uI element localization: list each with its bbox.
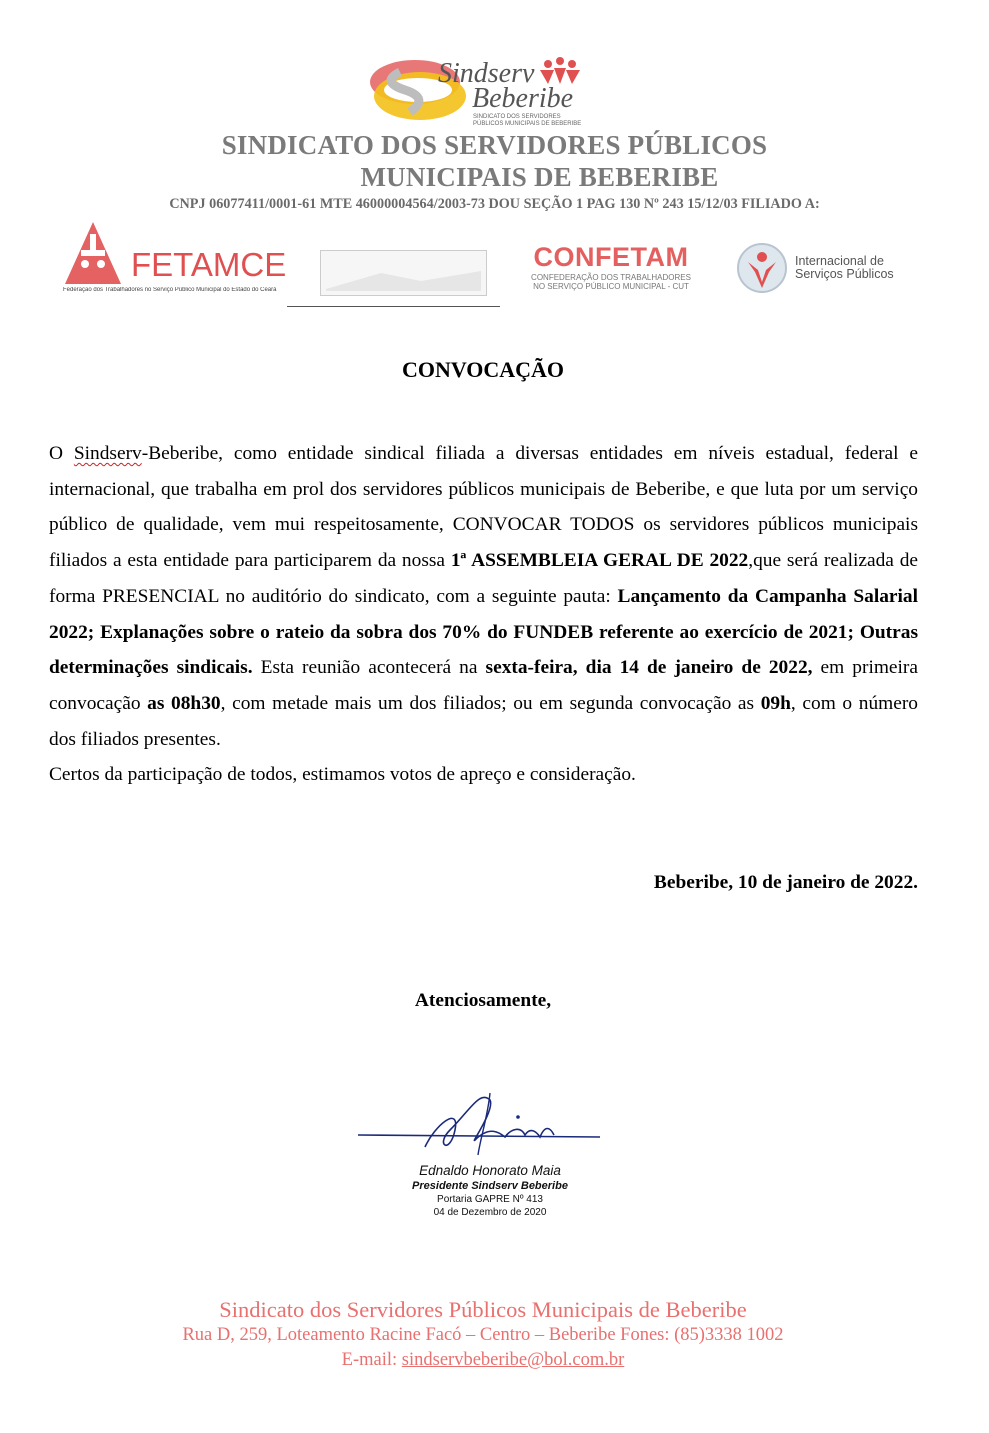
logo-small2: PÚBLICOS MUNICIPAIS DE BEBERIBE xyxy=(473,121,582,127)
signer-name: Ednaldo Honorato Maia xyxy=(419,1163,561,1178)
footer-email-line xyxy=(0,1350,966,1371)
handwritten-signature-icon xyxy=(340,1085,640,1165)
body-date: sexta-feira, dia 14 de janeiro de 2022, xyxy=(485,657,813,679)
body-text: ,que será realizada de forma PRESENCIAL no auditório do sindicato, com a seguinte pauta: xyxy=(49,550,918,607)
footer-email-label: E-mail: xyxy=(341,1350,402,1370)
confetam-caption1: CONFEDERAÇÃO DOS TRABALHADORES xyxy=(531,273,691,282)
sindserv-logo-icon xyxy=(360,52,610,132)
logo-small1: SINDICATO DOS SERVIDORES xyxy=(473,114,561,120)
signer-role: Presidente Sindserv Beberibe xyxy=(412,1180,568,1192)
isp-globe-icon xyxy=(736,242,788,294)
body-first-time: as 08h30 xyxy=(147,692,221,714)
body-text: , com metade mais um dos filiados; ou em segunda convocação as xyxy=(220,692,761,714)
body-text: -Beberibe, como entidade sindical filiada a diversas entidades em níveis estadual, federal e internacional, que trabalha em prol dos servidores públicos municipais de Beberibe, e que luta por um serviço público de qualidade, vem mui respeitosamente, CONVOCAR TODOS os servidores públicos municipais filiados a esta entidade para participarem da nossa xyxy=(49,443,918,572)
footer-address: Rua D, 259, Loteamento Racine Facó – Centro – Beberibe Fones: (85)3338 1002 xyxy=(182,1325,784,1345)
isp-logo xyxy=(736,242,926,298)
body-assembly: 1ª ASSEMBLEIA GERAL DE 2022 xyxy=(450,550,749,572)
org-name-line2: MUNICIPAIS DE BEBERIBE xyxy=(360,162,719,192)
partners-row xyxy=(58,218,928,310)
body-agenda: Lançamento da Campanha Salarial 2022; Explanações sobre o rateio da sobra dos 70% do FUNDEB referente ao exercício de 2021; Outras determinações sindicais. xyxy=(49,585,918,679)
org-name-line1: SINDICATO DOS SERVIDORES PÚBLICOS xyxy=(221,130,768,160)
fetamce-emblem-icon xyxy=(63,220,123,286)
footer-email-link[interactable]: sindservbeberibe@bol.com.br xyxy=(401,1350,625,1370)
body-sindserv: Sindserv xyxy=(73,443,142,464)
body-paragraph xyxy=(49,436,918,757)
fetamce-name: FETAMCE xyxy=(131,246,287,283)
fetamce-logo xyxy=(63,220,287,296)
sindserv-logo xyxy=(360,52,610,132)
header-divider xyxy=(287,306,500,307)
fetamce-caption: Federação dos Trabalhadores no Serviço Público Municipal do Estado do Ceará xyxy=(63,287,277,293)
footer-org-name: Sindicato dos Servidores Públicos Municipais de Beberibe xyxy=(219,1297,747,1322)
confetam-name: CONFETAM xyxy=(533,242,689,272)
signer-portaria-date: 04 de Dezembro de 2020 xyxy=(433,1207,547,1218)
faded-partner-icon xyxy=(321,251,486,295)
logo-line1: Sindserv xyxy=(438,58,535,89)
document-date: Beberibe, 10 de janeiro de 2022. xyxy=(653,872,918,893)
regards: Atenciosamente, xyxy=(414,990,552,1011)
body-second-time: 09h xyxy=(760,692,791,714)
cnpj-line: CNPJ 06077411/0001-61 MTE 46000004564/2003-73 DOU SEÇÃO 1 PAG 130 Nº 243 15/12/03 FILIADO A: xyxy=(169,196,820,212)
body-text: , com o número dos filiados presentes. xyxy=(49,692,918,750)
blank-partner-frame xyxy=(320,250,487,296)
confetam-caption2: NO SERVIÇO PÚBLICO MUNICIPAL - CUT xyxy=(533,282,689,291)
signer-portaria: Portaria GAPRE Nº 413 xyxy=(437,1194,543,1205)
document-title: CONVOCAÇÃO xyxy=(401,357,565,382)
logo-line2: Beberibe xyxy=(472,83,574,114)
body-text: O xyxy=(49,443,74,464)
body-text: Esta reunião acontecerá na xyxy=(252,657,486,679)
closing-sentence: Certos da participação de todos, estimamos votos de apreço e consideração. xyxy=(49,764,636,785)
isp-line2: Serviços Públicos xyxy=(795,267,894,281)
isp-line1: Internacional de xyxy=(795,254,884,268)
confetam-logo xyxy=(516,242,706,298)
body-text: em primeira convocação xyxy=(49,657,918,714)
